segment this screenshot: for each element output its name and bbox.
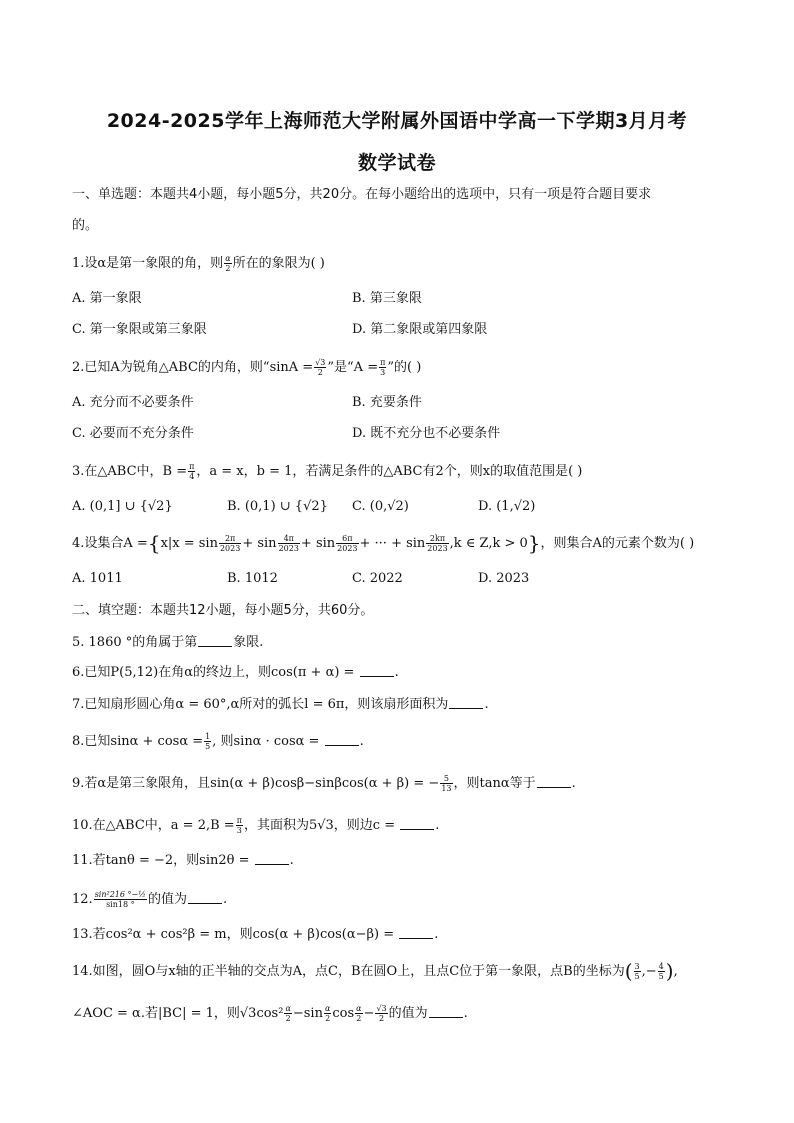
q10-stem-mid: ，其面积为5√3，则边c = xyxy=(243,818,396,833)
q1-fraction: $\frac{\alpha}{2}$ xyxy=(225,254,231,273)
answer-blank xyxy=(429,1005,463,1018)
q5-stem: 5. 1860 °的角属于第 xyxy=(72,635,198,650)
q1-option-b: B. 第三象限 xyxy=(352,291,422,306)
q14-coord-y: $\frac{4}{5}$ xyxy=(658,962,664,981)
answer-blank xyxy=(400,817,434,830)
q1-option-d: D. 第二象限或第四象限 xyxy=(352,322,488,337)
q4-left-brace: { xyxy=(147,531,161,555)
section1-heading: 一、单选题：本题共4小题，每小题5分，共20分。在每小题给出的选项中，只有一项是符合题目要求 xyxy=(72,187,652,202)
q4-option-c: C. 2022 xyxy=(352,571,403,586)
q8-fraction: $\frac{1}{5}$ xyxy=(205,732,211,751)
question-7 xyxy=(72,696,489,714)
q4-stem: 4.设集合A = xyxy=(72,536,148,551)
question-9 xyxy=(72,774,576,793)
q4-option-d: D. 2023 xyxy=(478,571,530,586)
q8-stem-mid: , 则sinα · cosα = xyxy=(212,734,320,749)
question-2 xyxy=(72,358,421,377)
section2-heading: 二、填空题：本题共12小题，每小题5分，共60分。 xyxy=(72,603,374,618)
answer-blank xyxy=(325,733,359,746)
q14-minus: − xyxy=(363,1006,375,1021)
q7-stem: 7.已知扇形圆心角α = 60°,α所对的弧长l = 6π，则该扇形面积为 xyxy=(72,697,449,712)
q14-right-paren: ) xyxy=(665,959,674,983)
question-14: 14.如图，圆O与x轴的正半轴的交点为A，点C，B在圆O上，且点C位于第一象限，点B的坐标为( $\frac{3}{5}$ ,− $\frac{4}{5}$ ), xyxy=(72,959,678,983)
exam-title: 2024-2025学年上海师范大学附属外国语中学高一下学期3月月考 xyxy=(106,110,688,132)
q4-stem-end: ，则集合A的元素个数为( ) xyxy=(540,536,695,551)
answer-blank xyxy=(255,852,289,865)
q12-stem: 的值为 xyxy=(147,892,187,907)
q14-stem-line2: ∠AOC = α.若|BC| = 1，则√3cos² xyxy=(72,1006,284,1021)
q12-stem-end: . xyxy=(223,892,228,907)
q4-option-a: A. 1011 xyxy=(72,571,123,586)
q3-option-b: B. (0,1) ∪ {√2} xyxy=(227,499,328,514)
q6-stem: 6.已知P(5,12)在角α的终边上，则cos(π + α) = xyxy=(72,665,355,680)
q1-option-a: A. 第一象限 xyxy=(72,291,142,306)
question-13 xyxy=(72,926,438,944)
answer-blank xyxy=(537,775,571,788)
q3-stem-end: ，a = x，b = 1，若满足条件的△ABC有2个，则x的取值范围是( ) xyxy=(196,464,583,479)
q1-stem: 1.设α是第一象限的角，则 xyxy=(72,256,224,271)
q14-stem: 14.如图，圆O与x轴的正半轴的交点为A，点C，B在圆O上，且点C位于第一象限，点B的坐标为 xyxy=(72,964,625,979)
q2-option-b: B. 充要条件 xyxy=(352,395,422,410)
q4-fraction-1: $\frac{2\pi}{2023}$ xyxy=(219,534,241,553)
q14-cos: cos xyxy=(332,1006,355,1021)
q7-stem-end: . xyxy=(484,697,489,712)
question-5 xyxy=(72,634,263,652)
q12-number: 12. xyxy=(72,892,93,907)
q14-coord-x: $\frac{3}{5}$ xyxy=(634,962,640,981)
q8-stem-end: . xyxy=(359,734,364,749)
q2-stem-mid: ”是“A = xyxy=(327,360,379,375)
q1-stem-end: 所在的象限为( ) xyxy=(232,256,325,271)
q2-stem: 2.已知A为锐角△ABC的内角，则“sinA = xyxy=(72,360,314,375)
q11-stem-end: . xyxy=(289,853,294,868)
question-6 xyxy=(72,664,399,682)
q14-period: . xyxy=(463,1006,468,1021)
q2-stem-end: ”的( ) xyxy=(387,360,422,375)
q3-option-d: D. (1,√2) xyxy=(478,499,536,514)
q14-left-paren: ( xyxy=(624,959,633,983)
question-11 xyxy=(72,852,294,870)
q2-fraction-1: $\frac{√3}{2}$ xyxy=(315,358,326,377)
q4-plus-1: + sin xyxy=(242,536,277,551)
q14-fraction-2: $\frac{\alpha}{2}$ xyxy=(324,1004,331,1023)
q3-option-a: A. (0,1] ∪ {√2} xyxy=(72,499,173,514)
q10-fraction: $\frac{\pi}{3}$ xyxy=(236,816,242,835)
question-1 xyxy=(72,254,325,273)
q9-stem: 9.若α是第三象限角，且sin(α + β)cosβ−sinβcos(α + β) = − xyxy=(72,776,440,791)
q10-stem: 10.在△ABC中，a = 2,B = xyxy=(72,818,235,833)
q13-stem-end: . xyxy=(434,927,439,942)
q3-stem: 3.在△ABC中，B = xyxy=(72,464,188,479)
q9-fraction: $\frac{5}{13}$ xyxy=(441,774,452,793)
answer-blank xyxy=(198,634,232,647)
q4-plus-3: + ··· + sin xyxy=(359,536,426,551)
q3-fraction: $\frac{\pi}{4}$ xyxy=(189,462,195,481)
answer-blank xyxy=(449,696,483,709)
q4-fraction-3: $\frac{6\pi}{2023}$ xyxy=(337,534,358,553)
q4-right-brace: } xyxy=(527,531,541,555)
answer-blank xyxy=(188,891,222,904)
q14-stem-end: 的值为 xyxy=(388,1006,428,1021)
q4-fraction-4: $\frac{2k\pi}{2023}$ xyxy=(427,534,448,553)
q4-fraction-2: $\frac{4\pi}{2023}$ xyxy=(278,534,299,553)
q4-condition: ,k ∈ Z,k > 0 xyxy=(449,536,528,551)
q4-set-start: x|x = sin xyxy=(160,536,218,551)
q13-stem: 13.若cos²α + cos²β = m，则cos(α + β)cos(α−β) = xyxy=(72,927,395,942)
q9-stem-mid: ，则tanα等于 xyxy=(453,776,536,791)
question-12 xyxy=(72,890,227,909)
q14-fraction-3: $\frac{\alpha}{2}$ xyxy=(356,1004,362,1023)
q1-option-c: C. 第一象限或第三象限 xyxy=(72,322,207,337)
q8-stem: 8.已知sinα + cosα = xyxy=(72,734,204,749)
q14-minus-sin: −sin xyxy=(292,1006,323,1021)
q4-option-b: B. 1012 xyxy=(227,571,278,586)
question-10 xyxy=(72,816,439,835)
question-4 xyxy=(72,531,695,555)
q14-fraction-4: $\frac{√3}{2}$ xyxy=(376,1004,387,1023)
answer-blank xyxy=(399,926,433,939)
q5-stem-end: 象限. xyxy=(233,635,264,650)
q4-plus-2: + sin xyxy=(300,536,336,551)
q9-stem-end: . xyxy=(571,776,576,791)
question-3 xyxy=(72,462,582,481)
answer-blank xyxy=(360,664,394,677)
question-14-cont xyxy=(72,1004,468,1023)
q12-fraction: $\frac{\text{sin²216 °−½}}{\sin 18 ^\circ}$ xyxy=(94,890,146,909)
q3-option-c: C. (0,√2) xyxy=(352,499,409,514)
q14-fraction-1: $\frac{\alpha}{2}$ xyxy=(285,1004,291,1023)
question-8 xyxy=(72,732,364,751)
q2-fraction-2: $\frac{\pi}{3}$ xyxy=(380,358,386,377)
q11-stem: 11.若tanθ = −2，则sin2θ = xyxy=(72,853,250,868)
exam-subtitle: 数学试卷 xyxy=(357,152,436,174)
q14-comma: , xyxy=(673,964,678,979)
section1-heading-cont: 的。 xyxy=(72,218,99,233)
q2-option-d: D. 既不充分也不必要条件 xyxy=(352,426,501,441)
q6-stem-end: . xyxy=(394,665,399,680)
q2-option-c: C. 必要而不充分条件 xyxy=(72,426,194,441)
q2-option-a: A. 充分而不必要条件 xyxy=(72,395,194,410)
q10-stem-end: . xyxy=(435,818,440,833)
